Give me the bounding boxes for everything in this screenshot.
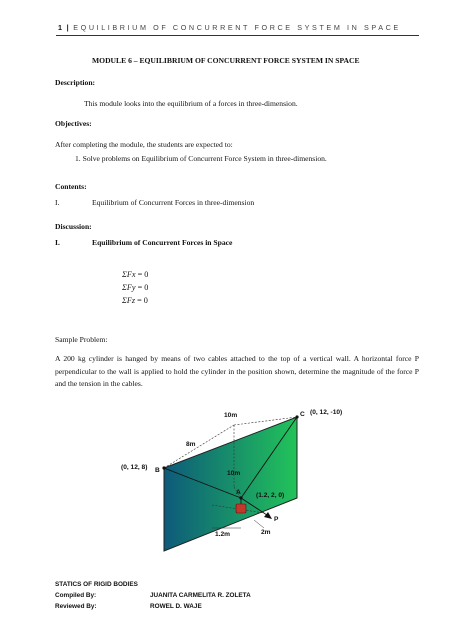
point-c-dot — [295, 415, 298, 418]
footer-compiled-name: JUANITA CARMELITA R. ZOLETA — [150, 592, 251, 599]
wall-plane — [164, 417, 297, 551]
label-point-a: A — [236, 489, 241, 496]
description-text: This module looks into the equilibrium of a forces in three-dimension. — [84, 99, 298, 108]
label-2m: 2m — [261, 529, 271, 536]
contents-numeral: I. — [55, 198, 60, 207]
contents-heading: Contents: — [55, 182, 87, 191]
description-heading: Description: — [55, 78, 96, 87]
equation-symbol: ΣFz — [122, 296, 136, 305]
label-8m: 8m — [186, 441, 196, 448]
section-title: Equilibrium of Concurrent Forces in Space — [92, 238, 233, 247]
equation-sum-fy — [122, 284, 148, 292]
discussion-heading: Discussion: — [55, 222, 92, 231]
label-10m-top: 10m — [224, 412, 238, 419]
problem-figure — [112, 400, 367, 552]
label-1-2m: 1.2m — [215, 531, 231, 538]
objectives-intro: After completing the module, the students are expected to: — [55, 140, 233, 149]
module-title: MODULE 6 – EQUILIBRIUM OF CONCURRENT FORCE SYSTEM IN SPACE — [92, 56, 360, 65]
section-numeral: I. — [55, 238, 60, 247]
footer-reviewed-name: ROWEL D. WAJE — [150, 603, 202, 610]
equation-sum-fx — [122, 271, 148, 279]
label-point-b: B — [155, 467, 160, 474]
contents-item: Equilibrium of Concurrent Forces in three-dimension — [92, 198, 255, 207]
equation-rhs: = 0 — [135, 283, 149, 292]
header-separator: | — [66, 23, 69, 32]
label-coord-c: (0, 12, -10) — [310, 409, 343, 416]
label-coord-a: (1.2, 2, 0) — [256, 492, 285, 499]
label-point-c: C — [300, 411, 305, 418]
force-p-arrowhead — [264, 512, 272, 519]
label-force-p: P — [274, 516, 279, 523]
running-header — [58, 23, 401, 32]
page-number: 1 — [58, 23, 62, 32]
equation-rhs: = 0 — [135, 296, 148, 305]
point-b-dot — [162, 466, 165, 469]
objective-item: 1. Solve problems on Equilibrium of Concurrent Force System in three-dimension. — [75, 154, 327, 163]
label-coord-b: (0, 12, 8) — [121, 464, 148, 471]
point-a-dot — [239, 496, 242, 499]
header-rule — [56, 35, 419, 36]
equation-rhs: = 0 — [135, 270, 149, 279]
header-title: EQUILIBRIUM OF CONCURRENT FORCE SYSTEM IN SPACE — [73, 23, 401, 32]
wall-cable-diagram — [112, 400, 367, 552]
sample-problem-label: Sample Problem: — [55, 335, 108, 344]
objectives-heading: Objectives: — [55, 119, 92, 128]
equation-symbol: ΣFy — [122, 283, 136, 292]
footer-compiled-label: Compiled By: — [55, 592, 97, 599]
footer-course: STATICS OF RIGID BODIES — [55, 581, 138, 588]
cylinder — [236, 504, 246, 513]
equation-sum-fz — [122, 297, 148, 305]
problem-text: A 200 kg cylinder is hanged by means of two cables attached to the top of a vertical wall. A horizontal force P perpendicular to the wall is applied to hold the cylinder in the position shown, determine the magnitude of the force P and the tension in the cables. — [55, 354, 419, 389]
equation-symbol: ΣFx — [122, 270, 136, 279]
label-10m-vertical: 10m — [227, 470, 241, 477]
footer-reviewed-label: Reviewed By: — [55, 603, 97, 610]
dim-2m-line — [254, 520, 264, 528]
